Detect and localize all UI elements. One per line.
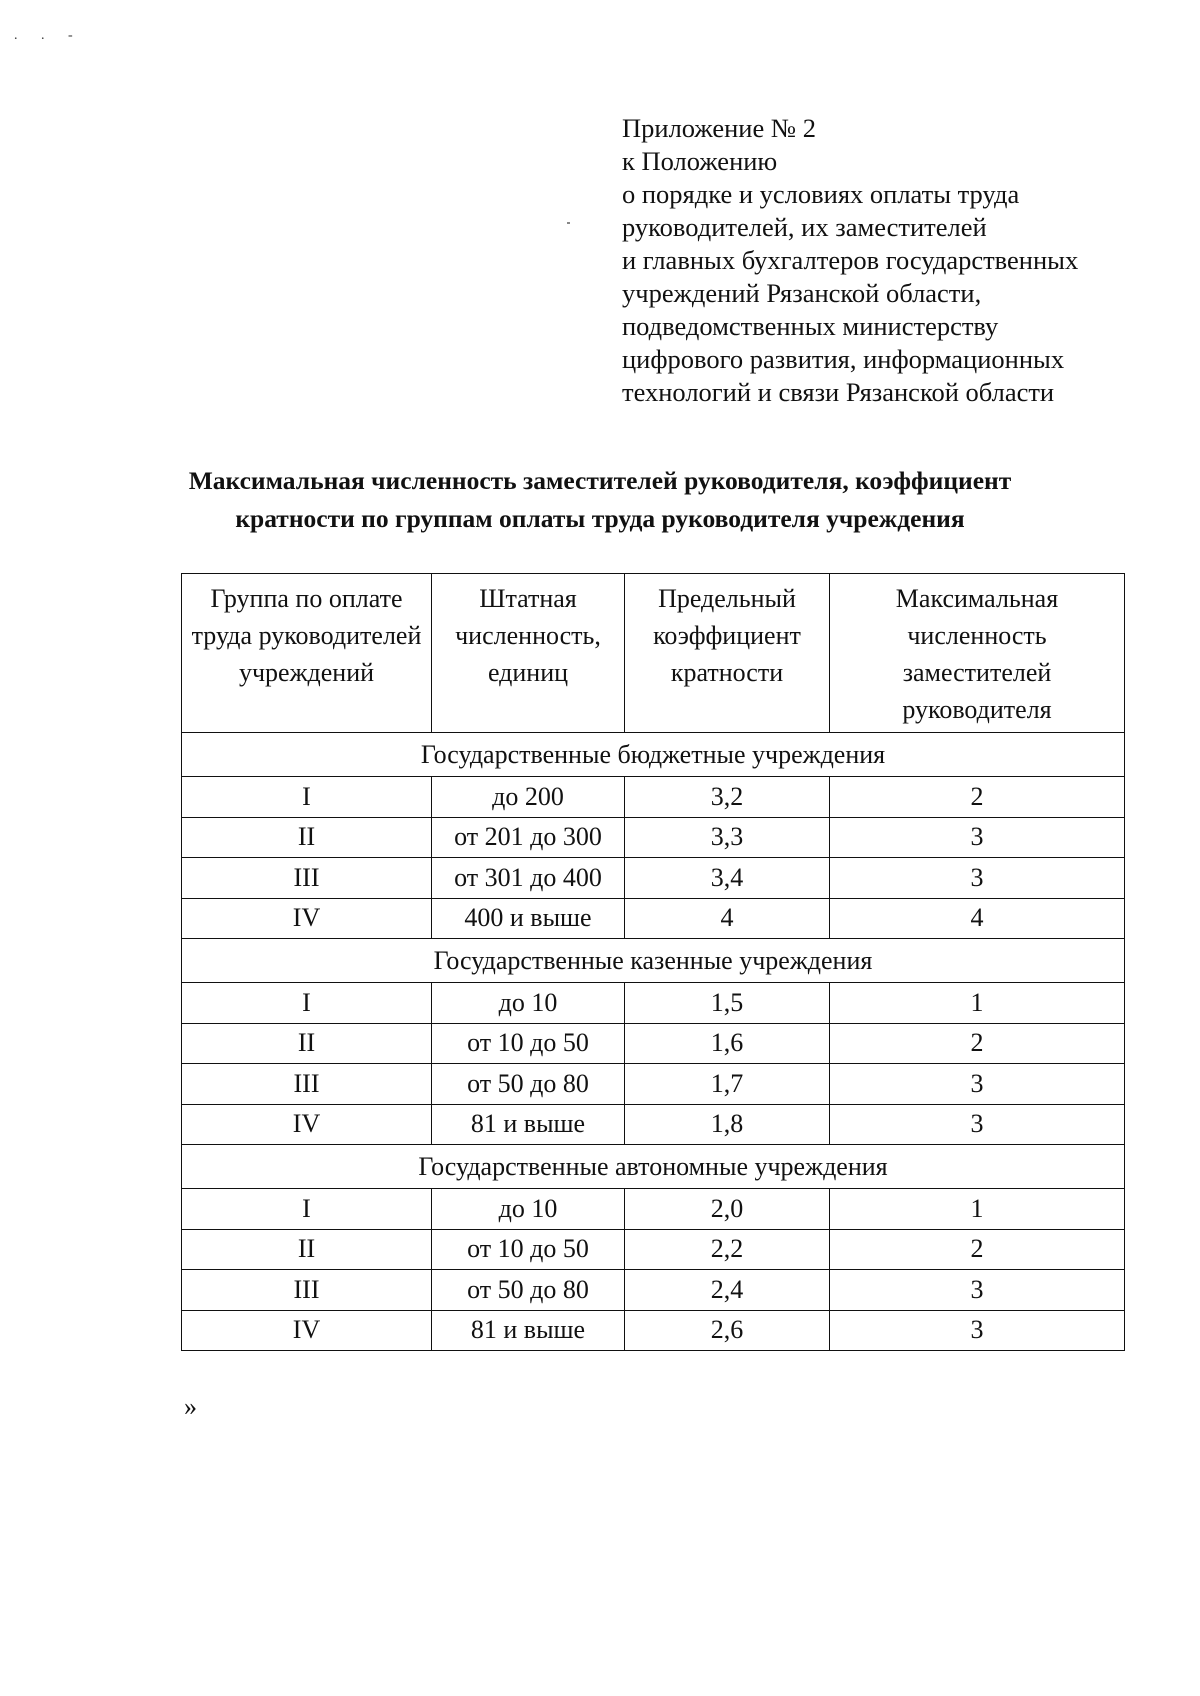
table-cell: IV bbox=[182, 1104, 432, 1145]
table-cell: от 301 до 400 bbox=[432, 858, 625, 899]
table-cell: 1,5 bbox=[625, 983, 830, 1024]
table-header-row bbox=[182, 574, 1125, 733]
appendix-line: к Положению bbox=[622, 146, 778, 176]
table-cell: 2,4 bbox=[625, 1270, 830, 1311]
table-cell: 400 и выше bbox=[432, 898, 625, 939]
header-group: Группа по оплате труда руководителей учреждений bbox=[182, 574, 432, 733]
appendix-line: о порядке и условиях оплаты труда bbox=[622, 179, 1020, 209]
section-row bbox=[182, 1145, 1125, 1189]
table-cell: IV bbox=[182, 898, 432, 939]
table-cell: от 10 до 50 bbox=[432, 1229, 625, 1270]
table-row bbox=[182, 1023, 1125, 1064]
table-cell: III bbox=[182, 1270, 432, 1311]
table-cell: 3 bbox=[830, 1064, 1125, 1105]
table-cell: 1,6 bbox=[625, 1023, 830, 1064]
table-cell: 3,2 bbox=[625, 777, 830, 818]
table-cell: от 50 до 80 bbox=[432, 1270, 625, 1311]
table-cell: 81 и выше bbox=[432, 1104, 625, 1145]
appendix-line: подведомственных министерству bbox=[622, 311, 999, 341]
table-cell: 3,3 bbox=[625, 817, 830, 858]
table-cell: 3 bbox=[830, 1310, 1125, 1351]
header-staff: Штатная численность, единиц bbox=[432, 574, 625, 733]
appendix-line: технологий и связи Рязанской области bbox=[622, 377, 1055, 407]
table-cell: 1,8 bbox=[625, 1104, 830, 1145]
table-cell: 2 bbox=[830, 777, 1125, 818]
table-cell: II bbox=[182, 817, 432, 858]
title-line: кратности по группам оплаты труда руководителя учреждения bbox=[235, 504, 965, 533]
table-cell: 3 bbox=[830, 817, 1125, 858]
table-cell: III bbox=[182, 858, 432, 899]
table-cell: IV bbox=[182, 1310, 432, 1351]
table-cell: до 10 bbox=[432, 983, 625, 1024]
table-cell: 2,0 bbox=[625, 1189, 830, 1230]
table-cell: II bbox=[182, 1229, 432, 1270]
table-cell: 2 bbox=[830, 1023, 1125, 1064]
table-cell: до 10 bbox=[432, 1189, 625, 1230]
appendix-block bbox=[622, 112, 1182, 409]
table-cell: 2,2 bbox=[625, 1229, 830, 1270]
table-cell: I bbox=[182, 777, 432, 818]
header-coefficient: Предельный коэффициент кратности bbox=[625, 574, 830, 733]
table-row bbox=[182, 1310, 1125, 1351]
table-cell: от 201 до 300 bbox=[432, 817, 625, 858]
table-cell: 3 bbox=[830, 1104, 1125, 1145]
title-line: Максимальная численность заместителей руководителя, коэффициент bbox=[188, 466, 1012, 495]
section-row bbox=[182, 939, 1125, 983]
table-cell: от 50 до 80 bbox=[432, 1064, 625, 1105]
section-title: Государственные казенные учреждения bbox=[182, 939, 1125, 983]
section-title: Государственные автономные учреждения bbox=[182, 1145, 1125, 1189]
table-cell: 1,7 bbox=[625, 1064, 830, 1105]
table-cell: 3 bbox=[830, 858, 1125, 899]
header-deputies: Максимальная численность заместителей руководителя bbox=[830, 574, 1125, 733]
table-cell: II bbox=[182, 1023, 432, 1064]
ratio-table bbox=[181, 573, 1125, 1351]
scan-marks: . . - bbox=[14, 28, 83, 43]
section-row bbox=[182, 733, 1125, 777]
table-cell: I bbox=[182, 983, 432, 1024]
closing-quote: » bbox=[184, 1392, 197, 1421]
table-row bbox=[182, 858, 1125, 899]
table-cell: до 200 bbox=[432, 777, 625, 818]
table-cell: 3,4 bbox=[625, 858, 830, 899]
table-cell: I bbox=[182, 1189, 432, 1230]
table-row bbox=[182, 1104, 1125, 1145]
table-row bbox=[182, 1270, 1125, 1311]
appendix-line: и главных бухгалтеров государственных bbox=[622, 245, 1079, 275]
table-row bbox=[182, 1064, 1125, 1105]
table-cell: 2 bbox=[830, 1229, 1125, 1270]
scan-speck bbox=[567, 222, 570, 224]
table-row bbox=[182, 983, 1125, 1024]
appendix-line: учреждений Рязанской области, bbox=[622, 278, 982, 308]
table-cell: 3 bbox=[830, 1270, 1125, 1311]
table-row bbox=[182, 1229, 1125, 1270]
table-cell: III bbox=[182, 1064, 432, 1105]
document-title bbox=[150, 462, 1050, 538]
table-cell: 1 bbox=[830, 1189, 1125, 1230]
table-cell: от 10 до 50 bbox=[432, 1023, 625, 1064]
appendix-line: руководителей, их заместителей bbox=[622, 212, 987, 242]
section-title: Государственные бюджетные учреждения bbox=[182, 733, 1125, 777]
table-cell: 1 bbox=[830, 983, 1125, 1024]
table-cell: 2,6 bbox=[625, 1310, 830, 1351]
table-cell: 4 bbox=[625, 898, 830, 939]
table-row bbox=[182, 898, 1125, 939]
appendix-line: Приложение № 2 bbox=[622, 113, 817, 143]
table-cell: 81 и выше bbox=[432, 1310, 625, 1351]
table-row bbox=[182, 817, 1125, 858]
table-row bbox=[182, 1189, 1125, 1230]
table-row bbox=[182, 777, 1125, 818]
table-cell: 4 bbox=[830, 898, 1125, 939]
appendix-line: цифрового развития, информационных bbox=[622, 344, 1065, 374]
